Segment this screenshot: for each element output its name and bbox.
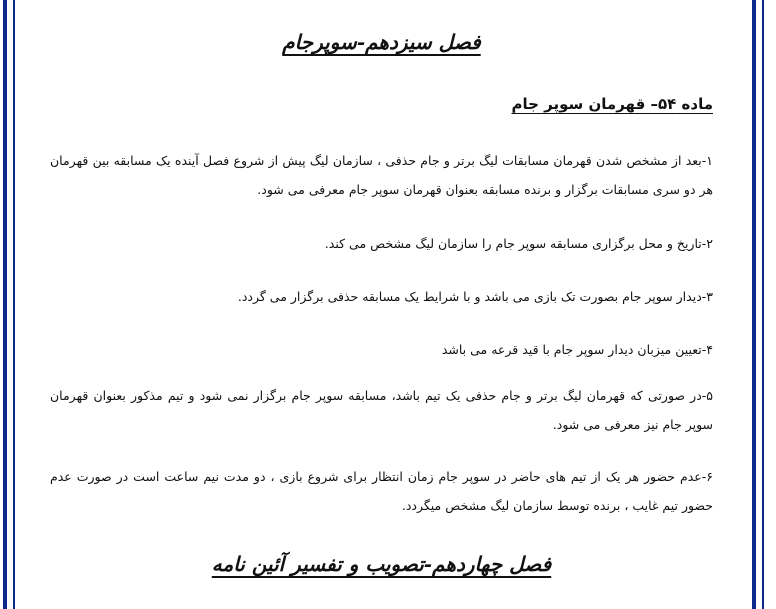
chapter-13-title: فصل سیزدهم-سوپرجام bbox=[282, 30, 481, 54]
paragraph-4: ۴-تعیین میزبان دیدار سوپر جام با قید قرعه می باشد bbox=[441, 342, 713, 357]
article-54-heading: ماده ۵۴– قهرمان سوپر جام bbox=[511, 95, 713, 113]
paragraph-2: ۲-تاریخ و محل برگزاری مسابقه سوپر جام را سازمان لیگ مشخص می کند. bbox=[324, 236, 713, 251]
paragraph-3: ۳-دیدار سوپر جام بصورت تک بازی می باشد و با شرایط یک مسابقه حذفی برگزار می گردد. bbox=[237, 289, 713, 304]
page-border-right bbox=[752, 0, 764, 609]
paragraph-6: ۶-عدم حضور هر یک از تیم های حاضر در سوپر جام زمان انتظار برای شروع بازی ، دو مدت نیم ساعت است در صورت عدم حضور تیم غایب ، برنده توسط سازمان لیگ مشخص میگردد. bbox=[50, 469, 713, 513]
paragraph-5: ۵-در صورتی که قهرمان لیگ برتر و جام حذفی یک تیم باشد، مسابقه سوپر جام برگزار نمی شود و تیم مذکور بعنوان قهرمان سوپر جام نیز معرفی می شود. bbox=[50, 388, 713, 432]
page-border-left bbox=[3, 0, 15, 609]
paragraph-1: ۱-بعد از مشخص شدن قهرمان مسابقات لیگ برتر و جام حذفی ، سازمان لیگ پیش از شروع فصل آینده یک مسابقه بین قهرمان هر دو سری مسابقات برگزار و برنده مسابقه بعنوان قهرمان سوپر جام معرفی می شود. bbox=[50, 153, 713, 197]
chapter-14-title: فصل چهاردهم-تصویب و تفسیر آئین نامه bbox=[211, 552, 552, 576]
